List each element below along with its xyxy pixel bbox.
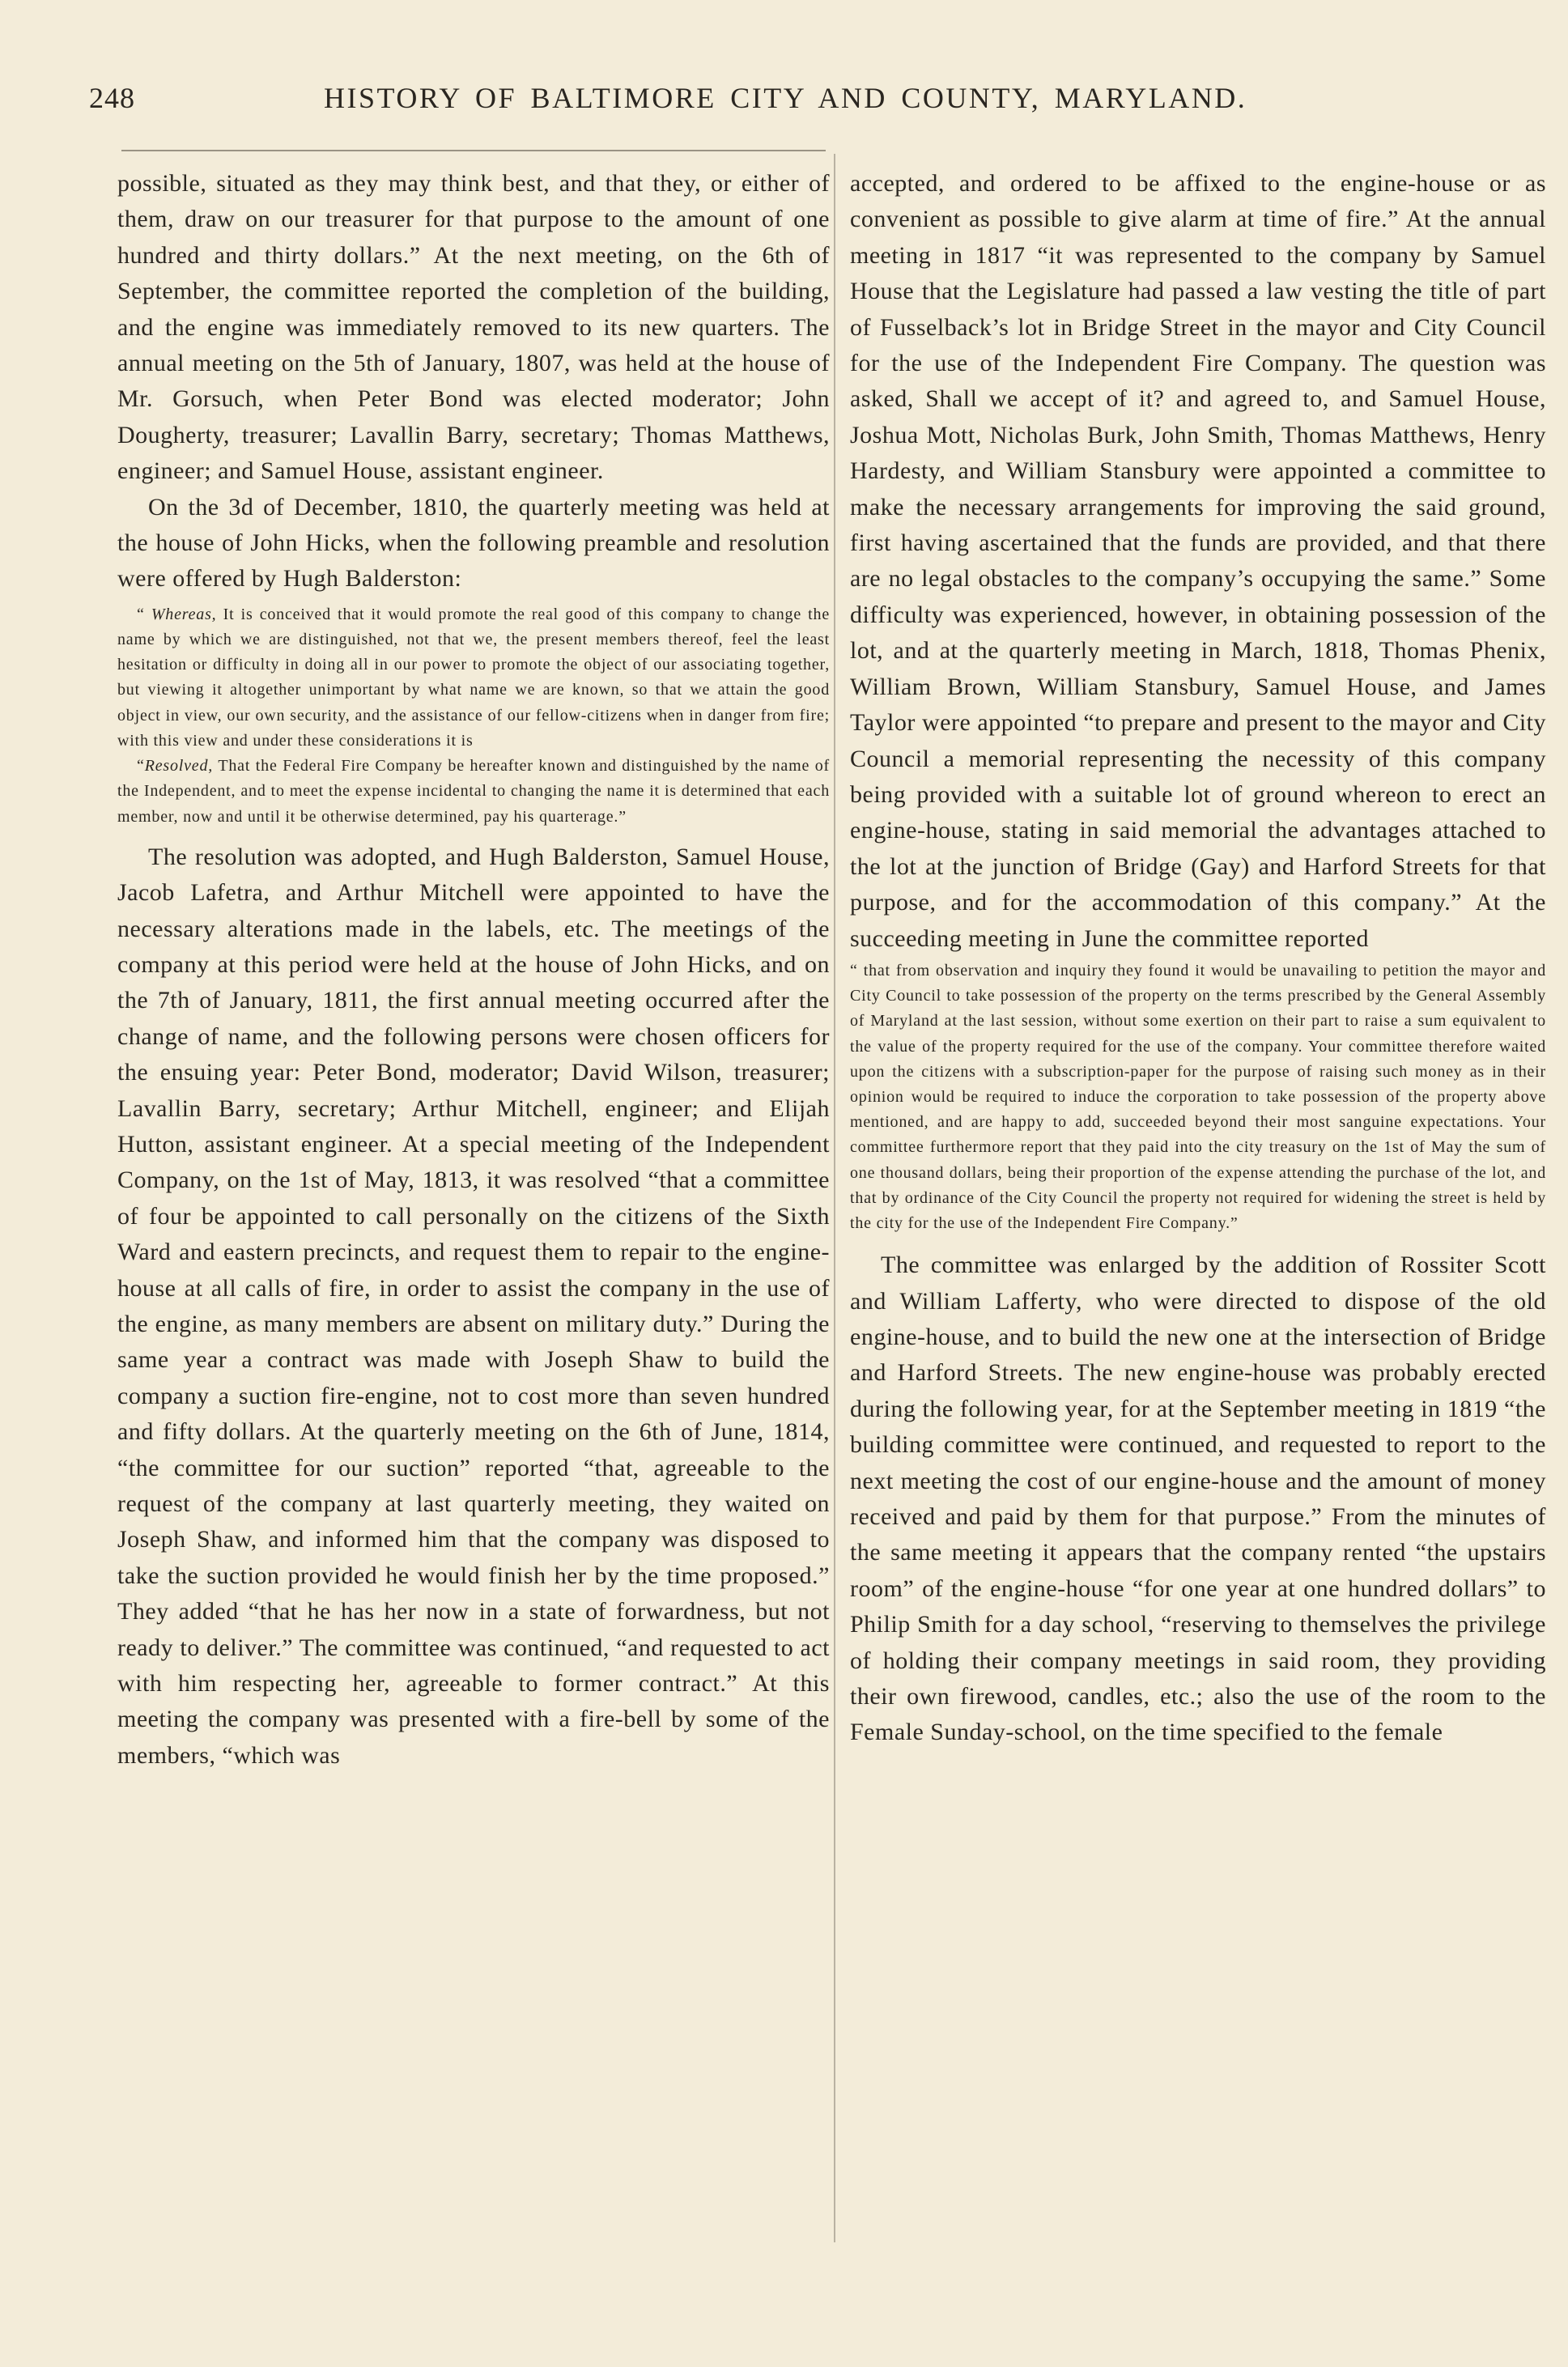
quote-italic: Whereas, <box>151 605 217 623</box>
page-header <box>89 81 1352 130</box>
quote-text: That the Federal Fire Company be hereafter known and distinguished by the name of the Independent, and to meet the expense incidental to changing the name it is determined that each member, now and until it be otherwise determined, pay his quarterage.” <box>117 757 830 826</box>
paragraph: possible, situated as they may think best, and that they, or either of them, draw on our treasurer for that purpose to the amount of one hundred and thirty dollars.” At the next meeting, on the 6th of September, the committee reported the completion of the building, and the engine was immediately removed to its new quarters. The annual meeting on the 5th of January, 1807, was held at the house of Mr. Gorsuch, when Peter Bond was elected moderator; John Dougherty, treasurer; Lavallin Barry, secretary; Thomas Matthews, engineer; and Samuel House, assistant engineer. <box>117 170 830 485</box>
quote-paragraph: “ Whereas, It is conceived that it would promote the real good of this company to change the name by which we are distinguished, not that we, the present members thereof, feel the least hesitation or difficulty in doing all in our power to promote the object of our associating together, but viewing it altogether unimportant by what name we are known, so that we attain the good object in view, our own security, and the assistance of our fellow-citizens when in danger from fire; with this view and under these considerations it is <box>117 605 830 750</box>
block-quote <box>850 958 1546 1236</box>
quote-italic: Resolved, <box>144 757 214 776</box>
paragraph: The committee was enlarged by the addition of Rossiter Scott and William Lafferty, who were directed to dispose of the old engine-house, and to build the new one at the intersection of Bridge and Harford Streets. The new engine-house was probably erected during the following year, for at the September meeting in 1819 “the building committee were continued, and requested to report to the next meeting the cost of our engine-house and the amount of money received and paid by them for that purpose.” From the minutes of the same meeting it appears that the company rented “the upstairs room” of the engine-house “for one year at one hundred dollars” to Philip Smith for a day school, “reserving to themselves the privilege of holding their company meetings in said room, they providing their own firewood, candles, etc.; also the use of the room to the Female Sunday-school, on the time specified to the female <box>850 1251 1546 1746</box>
right-column <box>850 166 1546 1751</box>
left-column <box>117 166 830 1774</box>
quote-text: It is conceived that it would promote the real good of this company to change the name by which we are distinguished, not that we, the present members thereof, feel the least hesitation or difficulty in doing all in our power to promote the object of our associating together, but viewing it altogether unimportant by what name we are known, so that we attain the good object in view, our own security, and the assistance of our fellow-citizens when in danger from fire; with this view and under these considerations it is <box>117 605 830 750</box>
quote-paragraph: “ that from observation and inquiry they found it would be unavailing to petition the mayor and City Council to take possession of the property on the terms prescribed by the General Assembly of Maryland at the last session, without some exertion on their part to raise a sum equivalent to the value of the property required for the use of the company. Your committee therefore waited upon the citizens with a subscription-paper for the purpose of raising such money as in their opinion would be required to induce the corporation to take possession of the property above mentioned, and are happy to add, succeeded beyond their most sanguine expectations. Your committee furthermore report that they paid into the city treasury on the 1st of May the sum of one thousand dollars, being their proportion of the expense attending the purchase of the lot, and that by ordinance of the City Council the property not required for widening the street is held by the city for the use of the Independent Fire Company.” <box>850 961 1546 1232</box>
quote-paragraph: “Resolved, That the Federal Fire Company be hereafter known and distinguished by the name of the Independent, and to meet the expense incidental to changing the name it is determined that each member, now and until it be otherwise determined, pay his quarterage.” <box>117 757 830 826</box>
column-divider <box>834 154 835 2242</box>
paragraph: The resolution was adopted, and Hugh Balderston, Samuel House, Jacob Lafetra, and Arthur Mitchell were appointed to have the necessary alterations made in the labels, etc. The meetings of the company at this period were held at the house of John Hicks, and on the 7th of January, 1811, the first annual meeting occurred after the change of name, and the following persons were chosen officers for the ensuing year: Peter Bond, moderator; David Wilson, treasurer; Lavallin Barry, secretary; Arthur Mitchell, engineer; and Elijah Hutton, assistant engineer. At a special meeting of the Independent Company, on the 1st of May, 1813, it was resolved “that a committee of four be appointed to call personally on the citizens of the Sixth Ward and eastern precincts, and request them to repair to the engine-house at all calls of fire, in order to assist the company in the use of the engine, as many members are absent on military duty.” During the same year a contract was made with Joseph Shaw to build the company a suction fire-engine, not to cost more than seven hundred and fifty dollars. At the quarterly meeting on the 6th of June, 1814, “the committee for our suction” reported “that, agreeable to the request of the company at last quarterly meeting, they waited on Joseph Shaw, and informed him that the company was disposed to take the suction provided he would finish her by the time proposed.” They added “that he has her now in a state of forwardness, but not ready to deliver.” The committee was continued, “and requested to act with him respecting her, agreeable to former contract.” At this meeting the company was presented with a fire-bell by some of the members, “which was <box>117 843 830 1769</box>
paragraph: accepted, and ordered to be affixed to the engine-house or as convenient as possible to give alarm at time of fire.” At the annual meeting in 1817 “it was represented to the company by Samuel House that the Legislature had passed a law vesting the title of part of Fusselback’s lot in Bridge Street in the mayor and City Council for the use of the Independent Fire Company. The question was asked, Shall we accept of it? and agreed to, and Samuel House, Joshua Mott, Nicholas Burk, John Smith, Thomas Matthews, Henry Hardesty, and William Stansbury were appointed a committee to make the necessary arrangements for improving the said ground, first having ascertained that the funds are provided, and that there are no legal obstacles to the company’s occupying the same.” Some difficulty was experienced, however, in obtaining possession of the lot, and at the quarterly meeting in March, 1818, Thomas Phenix, William Brown, William Stansbury, Samuel House, and James Taylor were appointed “to prepare and present to the mayor and City Council a memorial representing the necessity of this company being provided with a suitable lot of ground whereon to erect an engine-house, stating in said memorial the advantages attached to the lot at the junction of Bridge (Gay) and Harford Streets for that purpose, and for the accommodation of this company.” At the succeeding meeting in June the committee reported <box>850 170 1546 952</box>
page-number: 248 <box>89 82 135 114</box>
paragraph: On the 3d of December, 1810, the quarterly meeting was held at the house of John Hicks, when the following preamble and resolution were offered by Hugh Balderston: <box>117 493 830 593</box>
block-quote <box>117 602 830 830</box>
header-rule <box>121 150 826 151</box>
running-title: HISTORY OF BALTIMORE CITY AND COUNTY, MARYLAND. <box>324 82 1247 114</box>
